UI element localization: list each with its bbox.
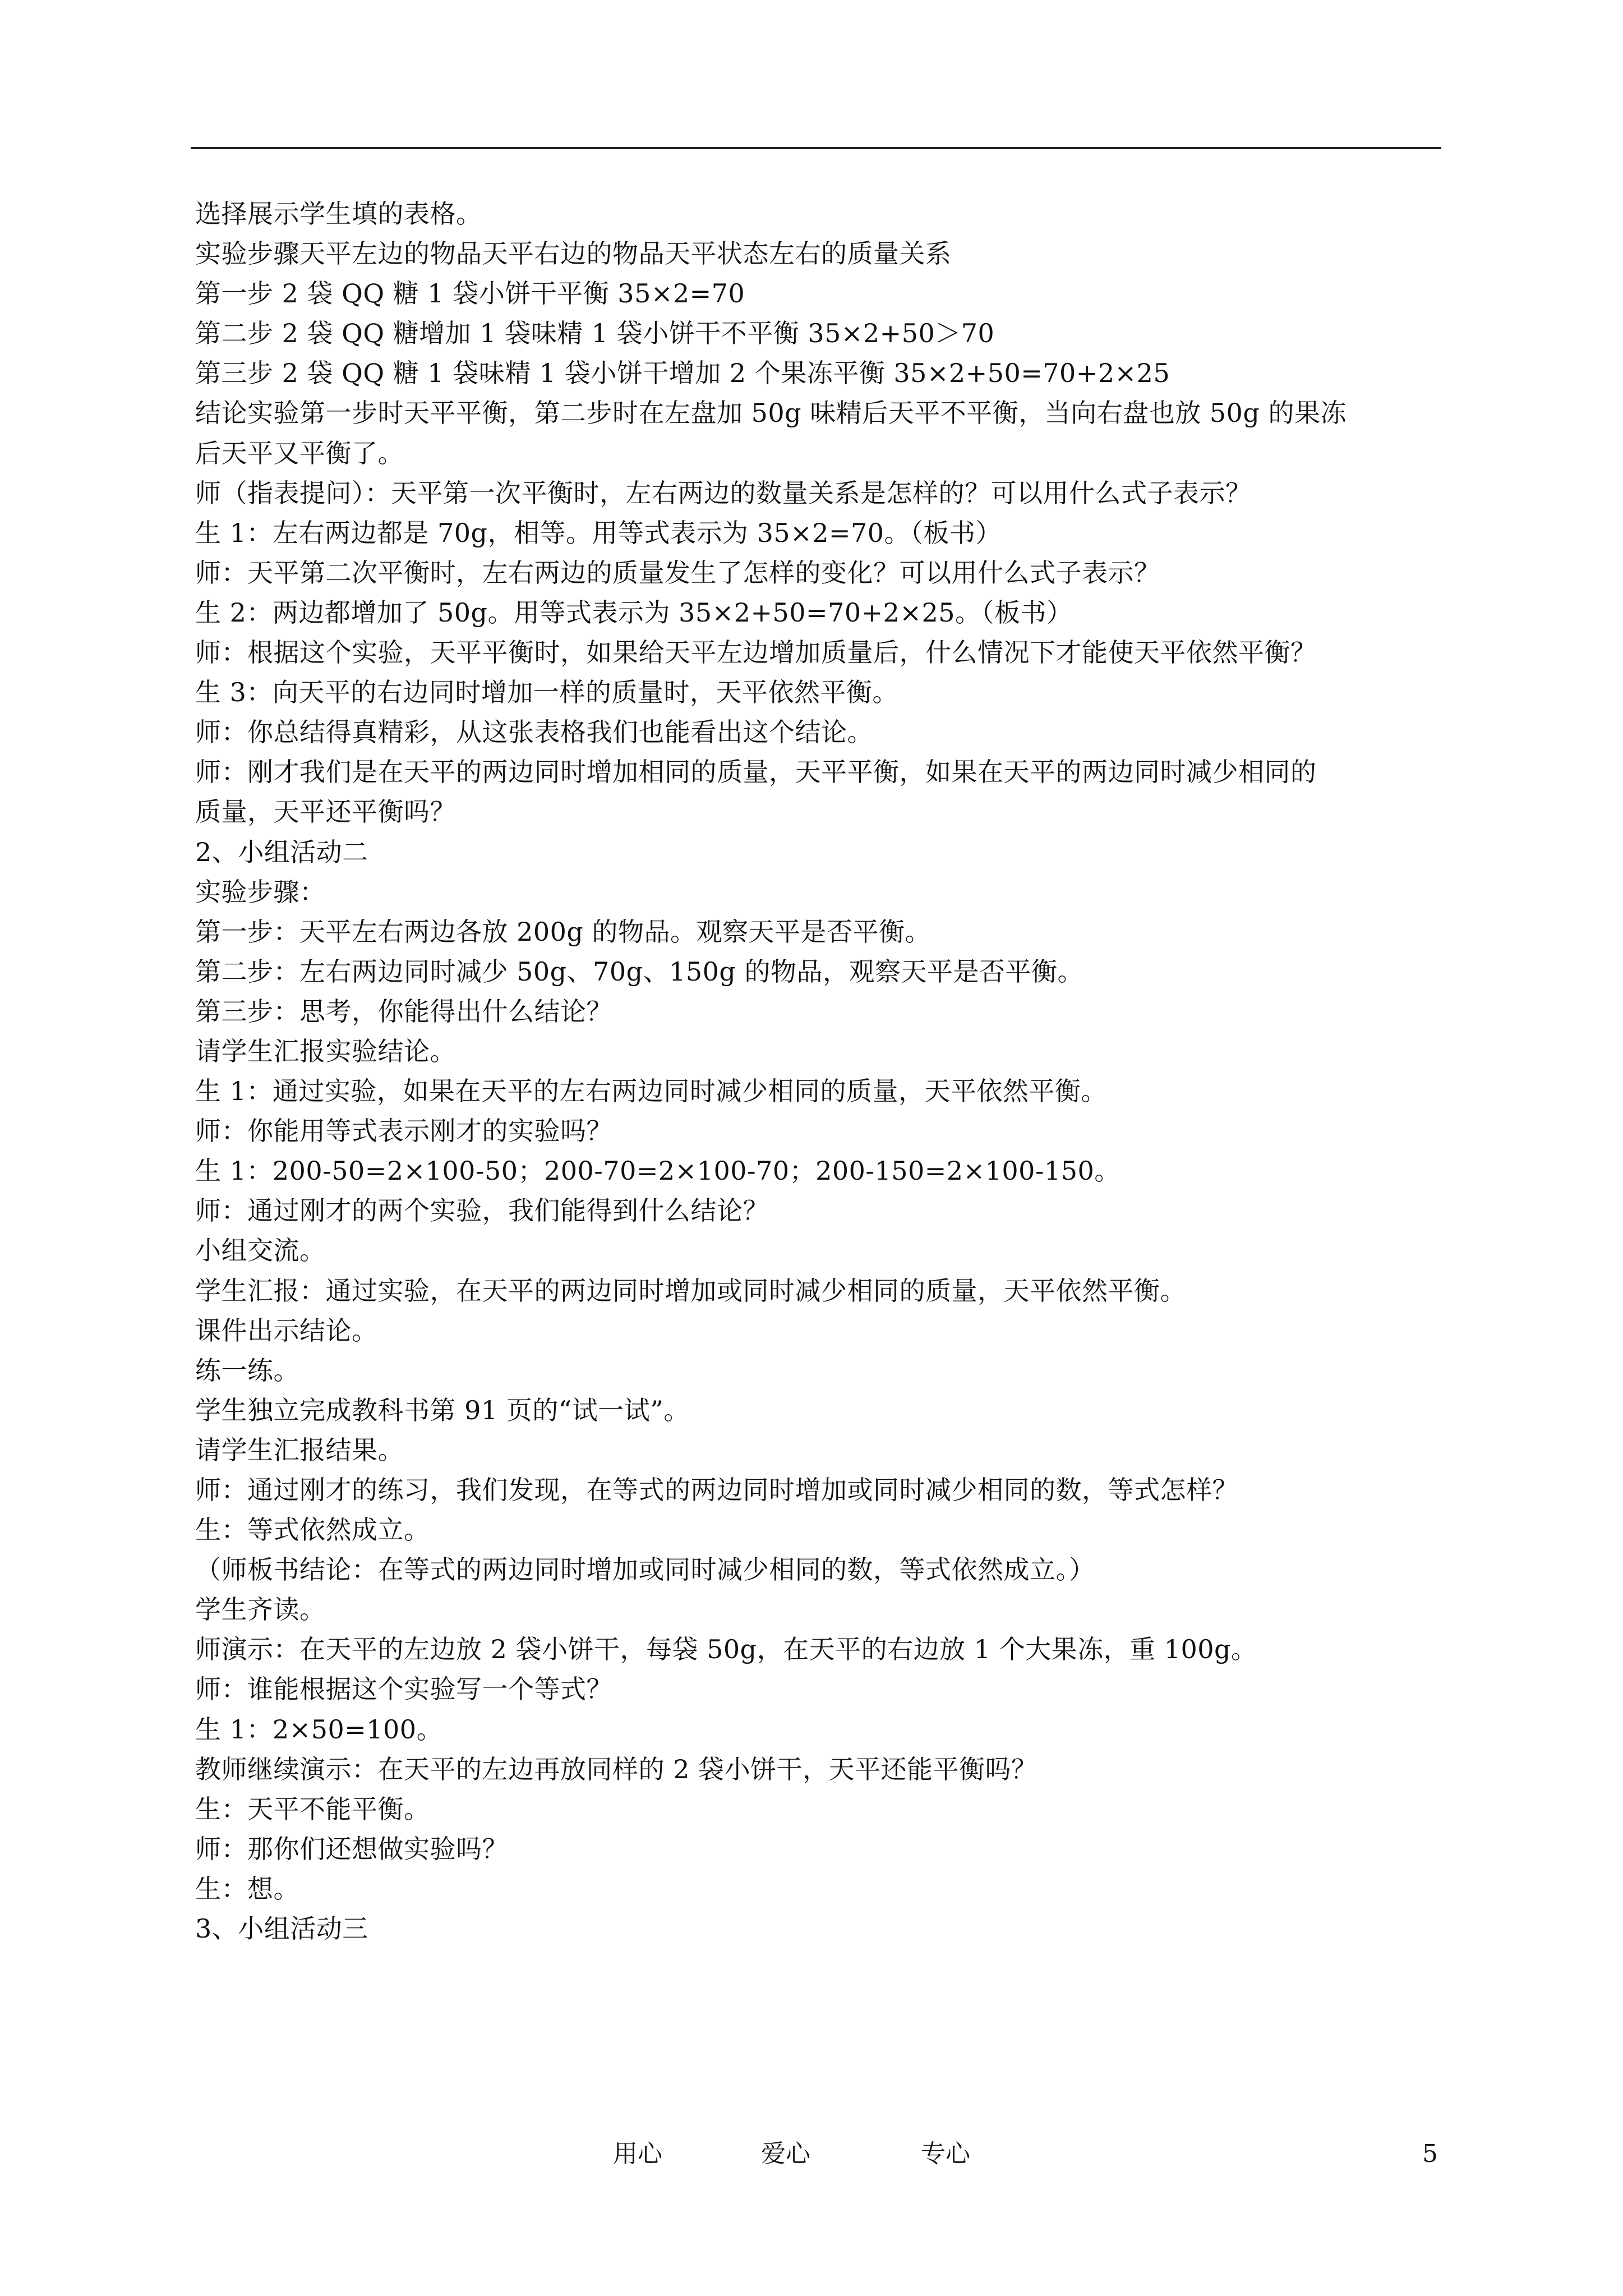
- text-line: 请学生汇报结果。: [195, 1434, 404, 1465]
- text-line: 课件出示结论。: [195, 1315, 378, 1346]
- text-line: 质量，天平还平衡吗？: [195, 797, 456, 827]
- text-line: 师：天平第二次平衡时，左右两边的质量发生了怎样的变化？可以用什么式子表示？: [195, 557, 1160, 588]
- text-line: 教师继续演示：在天平的左边再放同样的 2 袋小饼干，天平还能平衡吗？: [195, 1754, 1038, 1784]
- text-line: 生 3：向天平的右边同时增加一样的质量时，天平依然平衡。: [195, 677, 898, 708]
- text-line: 结论实验第一步时天平平衡，第二步时在左盘加 50g 味精后天平不平衡，当向右盘也放 50g 的果冻: [195, 398, 1347, 429]
- text-line: 师：你能用等式表示刚才的实验吗？: [195, 1116, 612, 1147]
- page-footer: [0, 2137, 1623, 2171]
- text-line: 小组交流。: [195, 1235, 326, 1266]
- text-line: 学生齐读。: [195, 1594, 326, 1625]
- text-line: 生 2：两边都增加了 50g。用等式表示为 35×2+50=70+2×25。（板书）: [195, 597, 1073, 628]
- text-line: 师：根据这个实验，天平平衡时，如果给天平左边增加质量后，什么情况下才能使天平依然平衡？: [195, 637, 1317, 668]
- text-line: 生 1：通过实验，如果在天平的左右两边同时减少相同的质量，天平依然平衡。: [195, 1076, 1107, 1107]
- text-line: 第三步：思考，你能得出什么结论？: [195, 996, 612, 1027]
- section-heading: 2、小组活动二: [195, 836, 368, 867]
- text-line: 练一练。: [195, 1355, 299, 1386]
- text-line: 第二步：左右两边同时减少 50g、70g、150g 的物品，观察天平是否平衡。: [195, 956, 1083, 987]
- text-line: 选择展示学生填的表格。: [195, 199, 482, 229]
- text-line: 师：通过刚才的练习，我们发现，在等式的两边同时增加或同时减少相同的数，等式怎样？: [195, 1475, 1238, 1505]
- text-line: 师：通过刚才的两个实验，我们能得到什么结论？: [195, 1195, 769, 1226]
- text-line: 实验步骤：: [195, 876, 326, 907]
- footer-word: 爱心: [761, 2139, 810, 2168]
- footer-word: 专心: [921, 2139, 970, 2168]
- page-number: 5: [1422, 2139, 1438, 2168]
- text-line: 生：想。: [195, 1873, 299, 1904]
- text-line: 后天平又平衡了。: [195, 438, 404, 468]
- text-line: 第一步：天平左右两边各放 200g 的物品。观察天平是否平衡。: [195, 916, 931, 947]
- text-line: 师：谁能根据这个实验写一个等式？: [195, 1674, 612, 1705]
- text-line: 师演示：在天平的左边放 2 袋小饼干，每袋 50g，在天平的右边放 1 个大果冻，重 100g。: [195, 1634, 1257, 1665]
- text-line: 师：那你们还想做实验吗？: [195, 1833, 508, 1864]
- text-line: （师板书结论：在等式的两边同时增加或同时减少相同的数，等式依然成立。）: [195, 1554, 1095, 1585]
- text-line: 实验步骤天平左边的物品天平右边的物品天平状态左右的质量关系: [195, 238, 952, 269]
- text-line: 师（指表提问）：天平第一次平衡时，左右两边的数量关系是怎样的？可以用什么式子表示？: [195, 477, 1252, 508]
- section-heading: 3、小组活动三: [195, 1913, 368, 1944]
- text-line: 生 1：200-50=2×100-50；200-70=2×100-70；200-150=2×100-150。: [195, 1156, 1121, 1186]
- text-line: 第一步 2 袋 QQ 糖 1 袋小饼干平衡 35×2=70: [195, 278, 745, 309]
- text-line: 第二步 2 袋 QQ 糖增加 1 袋味精 1 袋小饼干不平衡 35×2+50＞70: [195, 318, 995, 349]
- document-body: [195, 194, 1446, 1949]
- text-line: 请学生汇报实验结论。: [195, 1036, 456, 1066]
- text-line: 学生独立完成教科书第 91 页的“试一试”。: [195, 1395, 690, 1425]
- text-line: 生：天平不能平衡。: [195, 1793, 430, 1824]
- footer-word: 用心: [613, 2139, 662, 2168]
- text-line: 师：你总结得真精彩，从这张表格我们也能看出这个结论。: [195, 717, 873, 748]
- text-line: 师：刚才我们是在天平的两边同时增加相同的质量，天平平衡，如果在天平的两边同时减少相同的: [195, 757, 1317, 788]
- header-rule: [191, 147, 1441, 149]
- text-line: 生 1：左右两边都是 70g，相等。用等式表示为 35×2=70。（板书）: [195, 517, 1002, 548]
- text-line: 生 1：2×50=100。: [195, 1714, 443, 1745]
- text-line: 生：等式依然成立。: [195, 1515, 430, 1545]
- text-line: 第三步 2 袋 QQ 糖 1 袋味精 1 袋小饼干增加 2 个果冻平衡 35×2+50=70+2×25: [195, 358, 1170, 389]
- text-line: 学生汇报：通过实验，在天平的两边同时增加或同时减少相同的质量，天平依然平衡。: [195, 1275, 1186, 1306]
